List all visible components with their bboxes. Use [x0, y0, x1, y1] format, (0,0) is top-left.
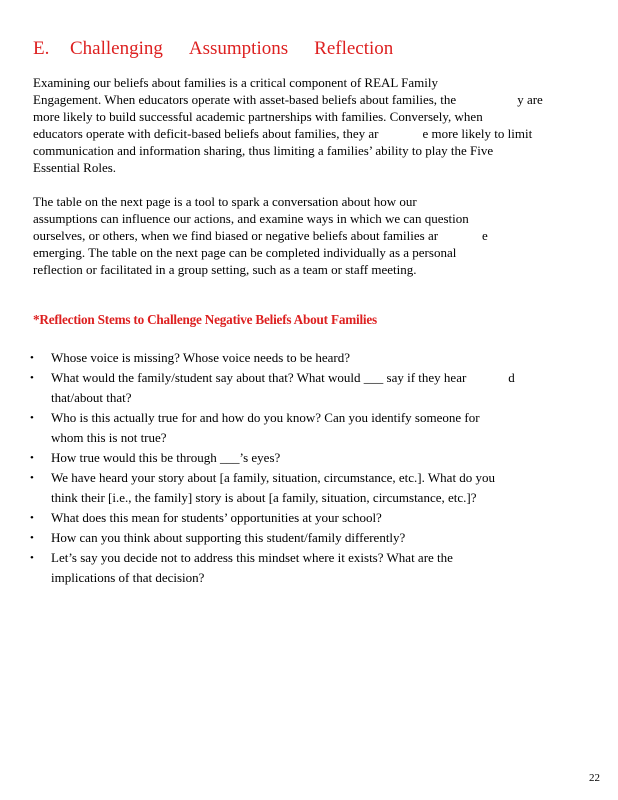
list-item: • What would the family/student say about that? What would ___ say if they hear d that/about that?	[30, 370, 515, 405]
bullet-icon: •	[30, 552, 34, 564]
intro-paragraph	[33, 74, 583, 176]
paragraph-line: reflection or facilitated in a group setting, such as a team or staff meeting.	[33, 262, 417, 277]
section-heading	[33, 38, 393, 60]
paragraph-line: communication and information sharing, thus limiting a families’ ability to play the Five	[33, 143, 494, 158]
reflection-stems-heading: *Reflection Stems to Challenge Negative Beliefs About Families	[33, 312, 377, 327]
paragraph-line: more likely to build successful academic partnerships with families. Conversely, when	[33, 109, 483, 124]
list-item: • How true would this be through ___’s eyes?	[28, 448, 588, 468]
bullet-icon: •	[30, 472, 34, 484]
list-item: • Let’s say you decide not to address this mindset where it exists? What are the implications of that decision?	[30, 550, 453, 585]
list-item: • Who is this actually true for and how do you know? Can you identify someone for whom this is not true?	[30, 410, 480, 445]
bullet-icon: •	[30, 452, 34, 464]
bullet-icon: •	[30, 412, 34, 424]
bullet-icon: •	[30, 352, 34, 364]
section-title-word: Challenging	[70, 38, 163, 59]
paragraph-line: emerging. The table on the next page can be completed individually as a personal	[33, 245, 457, 260]
paragraph-line: Essential Roles.	[33, 160, 117, 175]
paragraph-line: Engagement. When educators operate with asset-based beliefs about families, the y are	[33, 92, 543, 107]
list-item: • What does this mean for students’ opportunities at your school?	[28, 508, 588, 528]
tool-paragraph	[33, 193, 583, 278]
paragraph-line: The table on the next page is a tool to spark a conversation about how our	[33, 194, 417, 209]
bullet-icon: •	[30, 532, 34, 544]
paragraph-line: assumptions can influence our actions, and examine ways in which we can question	[33, 211, 469, 226]
page-number: 22	[589, 772, 600, 784]
paragraph-line: ourselves, or others, when we find biased or negative beliefs about families ar e	[33, 228, 488, 243]
list-item: • How can you think about supporting this student/family differently?	[28, 528, 588, 548]
paragraph-line: educators operate with deficit-based beliefs about families, they ar e more likely to limit	[33, 126, 533, 141]
section-title-word: Assumptions	[188, 38, 289, 59]
list-item: • Whose voice is missing? Whose voice needs to be heard?	[28, 348, 588, 368]
bullet-icon: •	[30, 372, 34, 384]
list-item: • We have heard your story about [a family, situation, circumstance, etc.]. What do you think their [i.e., the family] story is about [a family, situation, circumstance, etc.]?	[30, 470, 496, 505]
section-letter: E.	[33, 38, 50, 59]
bullet-icon: •	[30, 512, 34, 524]
paragraph-line: Examining our beliefs about families is a critical component of REAL Family	[33, 75, 438, 90]
section-title-word: Reflection	[314, 38, 394, 59]
reflection-stems-list	[28, 348, 588, 588]
